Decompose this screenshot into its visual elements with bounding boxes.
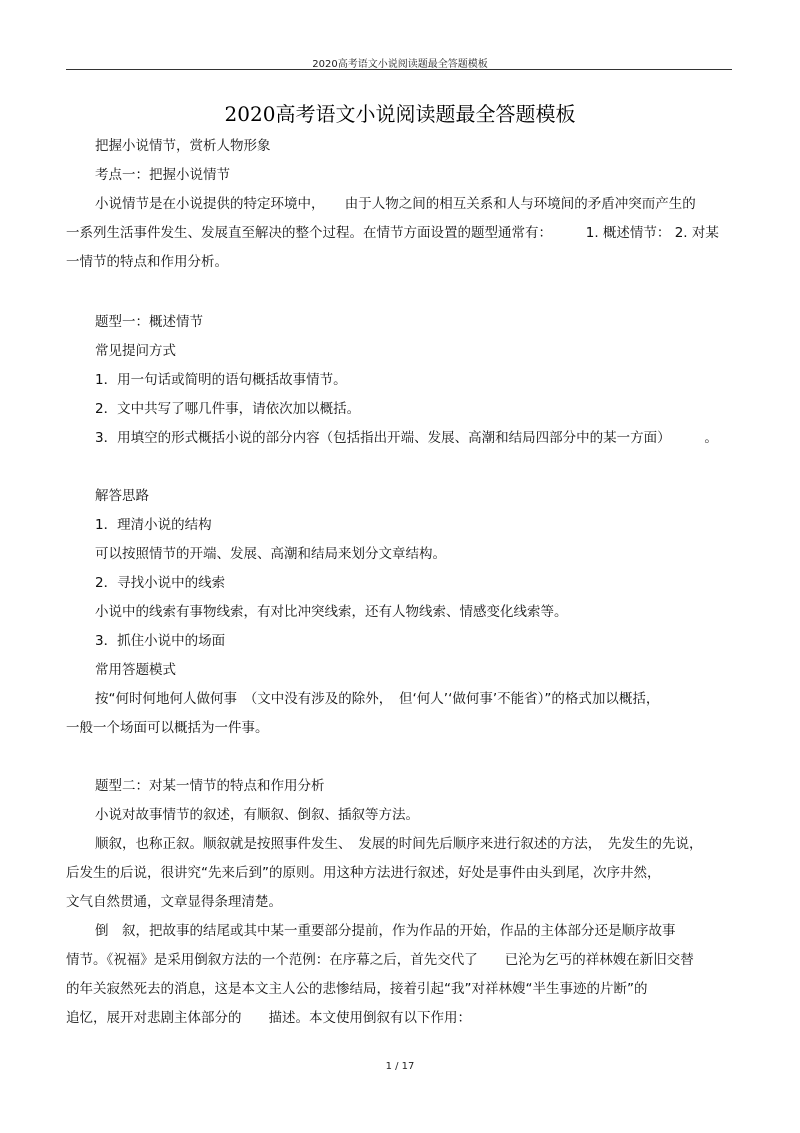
section-heading: 解答思路 <box>95 488 149 504</box>
running-header: 2020高考语文小说阅读题最全答题模板 <box>312 59 488 70</box>
paragraph-line: 文气自然贯通，文章显得条理清楚。 <box>66 894 282 910</box>
paragraph-line: 一般一个场面可以概括为一件事。 <box>66 720 269 736</box>
paragraph-line: 常见提问方式 <box>95 343 176 359</box>
list-item: 2．文中共写了哪几件事，请依次加以概括。 <box>95 401 361 417</box>
paragraph-line: 的年关寂然死去的消息，这是本文主人公的悲惨结局，接着引起“我”对祥林嫂“半生事迹的片断”的 <box>66 981 648 997</box>
paragraph-line: 顺叙，也称正叙。顺叙就是按照事件发生、 发展的时间先后顺序来进行叙述的方法， 先发生的先说， <box>95 836 703 852</box>
paragraph-line: 追忆，展开对悲剧主体部分的 描述。本文使用倒叙有以下作用： <box>66 1010 471 1026</box>
list-item: 1．用一句话或简明的语句概括故事情节。 <box>95 372 347 388</box>
section-heading: 题型一：概述情节 <box>95 314 203 330</box>
paragraph-line: 后发生的后说，很讲究“先来后到”的原则。用这种方法进行叙述，好处是事件由头到尾，次序井然， <box>66 865 661 881</box>
paragraph-line: 情节。《祝福》是采用倒叙方法的一个范例：在序幕之后，首先交代了 已沦为乞丐的祥林嫂在新旧交替 <box>66 952 694 968</box>
document-title: 2020高考语文小说阅读题最全答题模板 <box>224 102 576 126</box>
paragraph-line: 可以按照情节的开端、发展、高潮和结局来划分文章结构。 <box>95 546 446 562</box>
paragraph-line: 小说对故事情节的叙述，有顺叙、倒叙、插叙等方法。 <box>95 807 419 823</box>
paragraph-line: 倒 叙，把故事的结尾或其中某一重要部分提前，作为作品的开始，作品的主体部分还是顺序故事 <box>95 923 676 939</box>
paragraph-line: 按“何时何地何人做何事 （文中没有涉及的除外， 但‘何人’‘做何事’不能省）”的格式加以概括， <box>95 691 660 707</box>
paragraph-line: 小说中的线索有事物线索，有对比冲突线索，还有人物线索、情感变化线索等。 <box>95 604 568 620</box>
paragraph-line: 考点一：把握小说情节 <box>95 167 230 183</box>
paragraph-line: 常用答题模式 <box>95 662 176 678</box>
list-item: 3．用填空的形式概括小说的部分内容（包括指出开端、发展、高潮和结局四部分中的某一方面） 。 <box>95 430 718 446</box>
list-item: 2．寻找小说中的线索 <box>95 575 226 591</box>
page-number: 1 / 17 <box>385 1061 415 1072</box>
paragraph-line: 小说情节是在小说提供的特定环境中， 由于人物之间的相互关系和人与环境间的矛盾冲突而产生的 <box>95 196 696 212</box>
list-item: 1．理清小说的结构 <box>95 517 212 533</box>
paragraph-line: 把握小说情节，赏析人物形象 <box>95 138 271 154</box>
list-item: 3．抓住小说中的场面 <box>95 633 226 649</box>
header-divider <box>66 69 732 70</box>
paragraph-line: 一情节的特点和作用分析。 <box>66 254 228 270</box>
paragraph-line: 一系列生活事件发生、发展直至解决的整个过程。在情节方面设置的题型通常有： 1. 概述情节： 2. 对某 <box>66 225 719 241</box>
section-heading: 题型二：对某一情节的特点和作用分析 <box>95 778 325 794</box>
